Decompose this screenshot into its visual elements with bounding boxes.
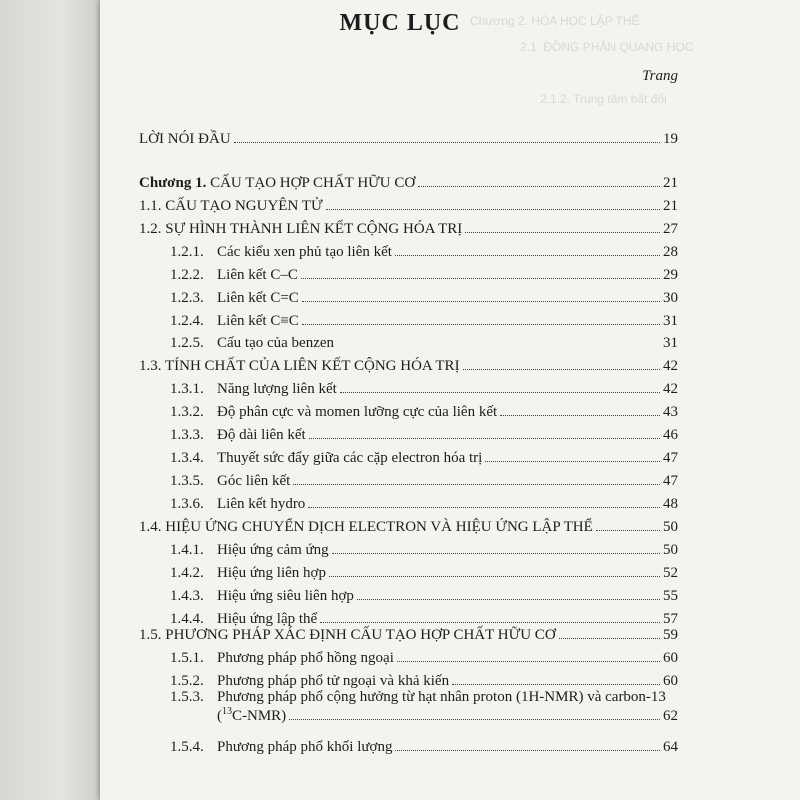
toc-entry-label: Hiệu ứng lập thể (217, 611, 318, 627)
toc-entry-number: 1.3.6. (170, 496, 204, 512)
toc-entry-label: Độ dài liên kết (217, 427, 306, 443)
toc-entry-page: 30 (663, 290, 678, 306)
toc-entry-page: 29 (663, 267, 678, 283)
toc-entry-number: 1.2.1. (170, 244, 204, 260)
toc-entry-preface[interactable] (139, 126, 678, 148)
bleed-through-text: Chương 2. HÓA HỌC LẬP THỂ (470, 14, 640, 28)
toc-entry-subsection[interactable] (170, 491, 678, 513)
toc-entry-number: 1.3.2. (170, 404, 204, 420)
toc-entry-label: Phương pháp phổ cộng hưởng từ hạt nhân proton (1H-NMR) và carbon-13 (217, 689, 666, 705)
toc-entry-page: 27 (663, 221, 678, 237)
toc-entry-number: 1.2.5. (170, 335, 204, 351)
toc-entry-page: 46 (663, 427, 678, 443)
toc-entry-page: 43 (663, 404, 678, 420)
bleed-through-text: 2.1.2. Trung tâm bất đối (540, 92, 667, 106)
toc-entry-subsection[interactable] (170, 399, 678, 421)
toc-entry-page: 42 (663, 358, 678, 374)
toc-entry-subsection[interactable] (170, 560, 678, 582)
leader-dots (302, 301, 660, 302)
toc-entry-subsection[interactable] (170, 239, 678, 261)
toc-entry-subsection[interactable] (170, 285, 678, 307)
toc-entry-subsection[interactable] (170, 537, 678, 559)
toc-entry-label: Cấu tạo của benzen (217, 335, 335, 351)
leader-dots (302, 324, 660, 325)
toc-entry-chapter-1[interactable] (139, 170, 678, 192)
toc-entry-page: 62 (663, 708, 678, 724)
toc-entry-page: 48 (663, 496, 678, 512)
toc-entry-section-1-5[interactable] (139, 622, 678, 644)
toc-entry-number: 1.4.1. (170, 542, 204, 558)
toc-entry-section-1-3[interactable] (139, 353, 678, 375)
toc-entry-page: 60 (663, 650, 678, 666)
toc-entry-subsection[interactable] (170, 308, 678, 330)
toc-entry-number: 1.3.3. (170, 427, 204, 443)
leader-dots (357, 599, 660, 600)
toc-entry-subsection[interactable] (170, 262, 678, 284)
leader-dots (596, 530, 660, 531)
superscript: 13 (222, 706, 232, 717)
toc-entry-label: 1.1. CẤU TẠO NGUYÊN TỬ (139, 198, 323, 214)
toc-entry-number: 1.2.2. (170, 267, 204, 283)
toc-entry-number: 1.3.5. (170, 473, 204, 489)
toc-entry-page: 28 (663, 244, 678, 260)
toc-entry-label: LỜI NÓI ĐẦU (139, 131, 231, 147)
leader-dots (397, 661, 660, 662)
toc-entry-page: 52 (663, 565, 678, 581)
toc-entry-number: 1.5.4. (170, 739, 204, 755)
leader-dots (418, 186, 660, 187)
toc-entry-subsection[interactable] (170, 583, 678, 605)
toc-entry-label: Hiệu ứng siêu liên hợp (217, 588, 354, 604)
toc-entry-label: Liên kết C≡C (217, 313, 299, 329)
toc-entry-label: Phương pháp phổ khối lượng (217, 739, 393, 755)
leader-dots (309, 438, 660, 439)
toc-entry-page: 21 (663, 198, 678, 214)
toc-entry-number: 1.4.3. (170, 588, 204, 604)
toc-entry-subsection[interactable] (170, 468, 678, 490)
toc-entry-page: 59 (663, 627, 678, 643)
toc-entry-number: 1.4.2. (170, 565, 204, 581)
toc-entry-label: Độ phân cực và momen lưỡng cực của liên kết (217, 404, 498, 420)
toc-entry-page: 64 (663, 739, 678, 755)
toc-entry-page: 47 (663, 473, 678, 489)
leader-dots (395, 750, 660, 751)
toc-entry-number: 1.5.1. (170, 650, 204, 666)
leader-dots (289, 719, 660, 720)
leader-dots (452, 684, 660, 685)
leader-dots (234, 142, 660, 143)
page-column-label: Trang (642, 68, 678, 84)
toc-entry-label: Thuyết sức đẩy giữa các cặp electron hóa trị (217, 450, 483, 466)
toc-entry-subsection[interactable]: 1.5.3. Phương pháp phổ cộng hưởng từ hạt nhân proton (1H-NMR) và carbon-13 ($^{13}$C-NMR) 62 (170, 689, 678, 724)
toc-entry-page: 50 (663, 542, 678, 558)
toc-entry-label: Phương pháp phổ hồng ngoại (217, 650, 394, 666)
chapter-prefix: Chương 1. (139, 175, 207, 191)
toc-entry-section-1-1[interactable] (139, 193, 678, 215)
toc-entry-number: 1.5.2. (170, 673, 204, 689)
leader-dots (340, 392, 660, 393)
toc-entry-label: Góc liên kết (217, 473, 291, 489)
leader-dots (308, 507, 660, 508)
toc-entry-subsection[interactable] (170, 330, 678, 352)
leader-dots (332, 553, 660, 554)
toc-entry-label: Liên kết C–C (217, 267, 298, 283)
toc-entry-number: 1.3.1. (170, 381, 204, 397)
toc-entry-page: 31 (663, 313, 678, 329)
leader-dots (326, 209, 660, 210)
leader-dots (465, 232, 660, 233)
toc-entry-subsection[interactable] (170, 668, 678, 690)
toc-entry-page: 60 (663, 673, 678, 689)
toc-entry-label: Năng lượng liên kết (217, 381, 337, 397)
toc-entry-subsection[interactable] (170, 445, 678, 467)
leader-dots (301, 278, 660, 279)
toc-entry-label: 1.3. TÍNH CHẤT CỦA LIÊN KẾT CỘNG HÓA TRỊ (139, 358, 460, 374)
toc-entry-label: CẤU TẠO HỢP CHẤT HỮU CƠ (206, 175, 416, 191)
toc-entry-page: 19 (663, 131, 678, 147)
book-spine-shadow (0, 0, 100, 800)
toc-entry-subsection[interactable] (170, 376, 678, 398)
toc-entry-page: 47 (663, 450, 678, 466)
toc-entry-subsection[interactable] (170, 734, 678, 756)
toc-entry-number: 1.2.4. (170, 313, 204, 329)
leader-dots (485, 461, 660, 462)
toc-entry-number: 1.4.4. (170, 611, 204, 627)
toc-entry-number: 1.3.4. (170, 450, 204, 466)
leader-dots (559, 638, 660, 639)
toc-entry-label: Hiệu ứng cảm ứng (217, 542, 329, 558)
toc-entry-section-1-4[interactable] (139, 514, 678, 536)
toc-entry-label: Hiệu ứng liên hợp (217, 565, 326, 581)
toc-entry-page: 42 (663, 381, 678, 397)
toc-entry-label: 1.2. SỰ HÌNH THÀNH LIÊN KẾT CỘNG HÓA TRỊ (139, 221, 463, 237)
toc-entry-label: Liên kết hydro (217, 496, 306, 512)
leader-dots (329, 576, 660, 577)
toc-entry-label: 1.4. HIỆU ỨNG CHUYỂN DỊCH ELECTRON VÀ HIỆU ỨNG LẬP THỂ (139, 519, 593, 535)
leader-dots (463, 369, 660, 370)
bleed-through-text: 2.1. ĐỒNG PHÂN QUANG HỌC (520, 40, 694, 54)
leader-dots (293, 484, 660, 485)
toc-entry-subsection[interactable] (170, 645, 678, 667)
toc-entry-label: Liên kết C=C (217, 290, 299, 306)
toc-entry-page: 31 (663, 335, 678, 351)
toc-entry-label: Phương pháp phổ tử ngoại và khả kiến (217, 673, 450, 689)
toc-entry-number: 1.5.3. (170, 689, 204, 705)
toc-entry-section-1-2[interactable] (139, 216, 678, 238)
toc-entry-label: 1.5. PHƯƠNG PHÁP XÁC ĐỊNH CẤU TẠO HỢP CHẤT HỮU CƠ (139, 627, 556, 643)
page-title: MỤC LỤC (339, 10, 461, 36)
toc-entry-page: 50 (663, 519, 678, 535)
toc-entry-label: Các kiểu xen phủ tạo liên kết (217, 244, 392, 260)
toc-entry-number: 1.2.3. (170, 290, 204, 306)
leader-dots (395, 255, 660, 256)
toc-entry-page: 21 (663, 175, 678, 191)
toc-entry-subsection[interactable] (170, 422, 678, 444)
toc-entry-page: 57 (663, 611, 678, 627)
toc-entry-label-continued: C-NMR) (232, 708, 287, 724)
leader-dots (500, 415, 660, 416)
toc-entry-page: 55 (663, 588, 678, 604)
